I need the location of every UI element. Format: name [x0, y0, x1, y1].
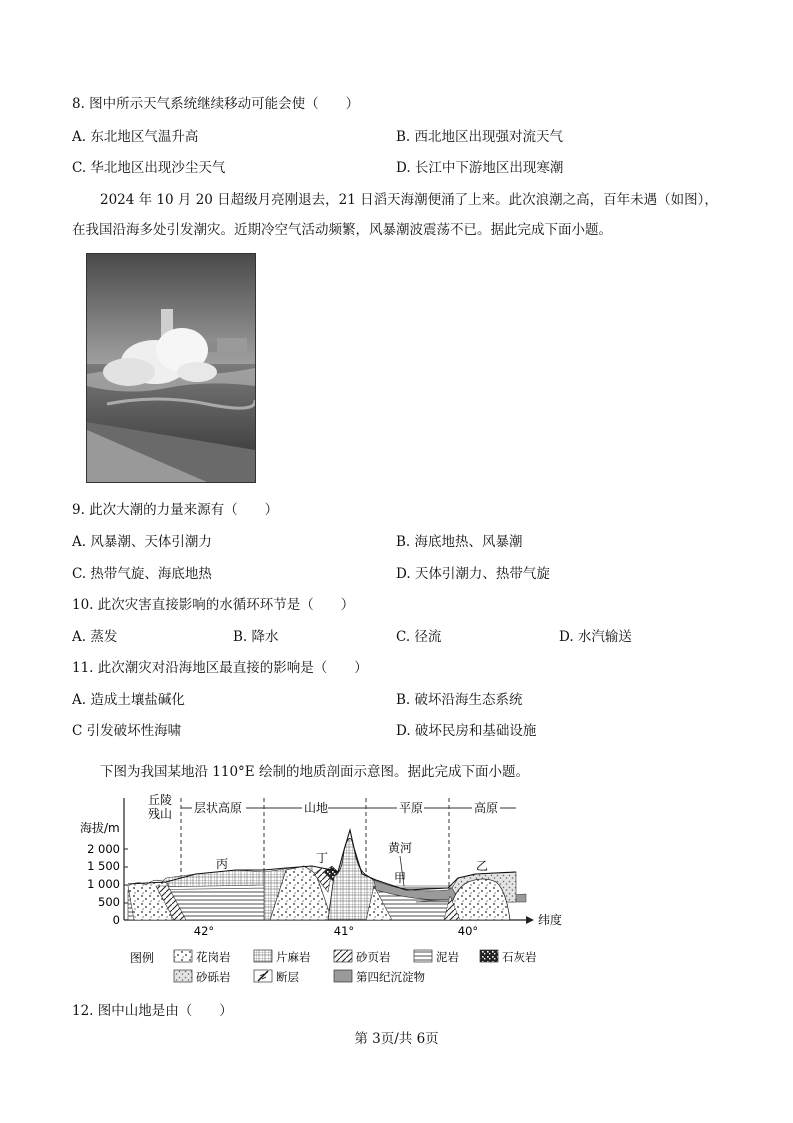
y-tick-2000: 2 000: [87, 842, 120, 856]
x-tick-41: 41°: [333, 924, 355, 938]
q11-option-a: A. 造成土壤盐碱化: [72, 692, 185, 708]
region-mountain: 山地: [304, 801, 329, 815]
storm-surge-photo: [86, 253, 256, 483]
q11-option-b: B. 破坏沿海生态系统: [396, 692, 523, 708]
legend-quaternary: 第四纪沉淀物: [356, 970, 425, 984]
q12-stem: 12. 图中山地是由（ ）: [72, 1003, 233, 1019]
passage1-line2: 在我国沿海多处引发潮灾。近期冷空气活动频繁，风暴潮波震荡不已。据此完成下面小题。: [72, 222, 612, 238]
label-ding: 丁: [316, 851, 329, 865]
q9-option-a: A. 风暴潮、天体引潮力: [72, 534, 212, 550]
y-tick-1000: 1 000: [87, 877, 120, 891]
y-tick-500: 500: [98, 895, 120, 909]
region-hills-top: 丘陵: [148, 793, 173, 807]
q8-stem: 8. 图中所示天气系统继续移动可能会使（ ）: [72, 96, 360, 112]
legend-mudstone: 泥岩: [436, 950, 459, 964]
legend-gneiss: 片麻岩: [276, 950, 311, 964]
q8-option-a: A. 东北地区气温升高: [72, 129, 199, 145]
legend-swatch-quaternary: [334, 970, 352, 982]
q10-option-a: A. 蒸发: [72, 629, 118, 645]
region-layered-plateau: 层状高原: [194, 801, 243, 815]
passage1-line1: 2024 年 10 月 20 日超级月亮刚退去，21 日滔天海潮便涌了上来。此次浪潮之高，百年未遇（如图），: [100, 192, 718, 208]
label-yi: 乙: [476, 859, 489, 873]
y-tick-0: 0: [112, 913, 120, 927]
q8-option-c: C. 华北地区出现沙尘天气: [72, 160, 226, 176]
q8-option-d: D. 长江中下游地区出现寒潮: [396, 160, 564, 176]
y-axis-label: 海拔/m: [80, 821, 120, 835]
legend-swatch-gneiss: [254, 950, 272, 962]
region-hills-bottom: 残山: [148, 807, 173, 821]
q10-option-c: C. 径流: [396, 629, 442, 645]
legend-swatch-sandshale: [334, 950, 352, 962]
x-tick-42: 42°: [193, 924, 215, 938]
legend-swatch-mudstone: [414, 950, 432, 962]
region-plain: 平原: [399, 801, 424, 815]
q9-option-d: D. 天体引潮力、热带气旋: [396, 566, 550, 582]
region-plateau: 高原: [474, 801, 499, 815]
legend-title: 图例: [130, 951, 155, 965]
legend-fault: 断层: [276, 970, 299, 984]
y-tick-1500: 1 500: [87, 859, 120, 873]
label-yellow-river: 黄河: [388, 841, 413, 855]
legend-swatch-conglomerate: [174, 970, 192, 982]
legend-limestone: 石灰岩: [502, 950, 537, 964]
label-jia: 甲: [394, 871, 407, 885]
legend-swatch-granite: [174, 950, 192, 962]
q8-option-b: B. 西北地区出现强对流天气: [396, 129, 564, 145]
q9-option-b: B. 海底地热、风暴潮: [396, 534, 523, 550]
q10-option-b: B. 降水: [233, 629, 279, 645]
q9-option-c: C. 热带气旋、海底地热: [72, 566, 212, 582]
q11-option-d: D. 破坏民房和基础设施: [396, 723, 537, 739]
legend-swatch-limestone: [480, 950, 498, 962]
legend-sandshale: 砂页岩: [356, 950, 391, 964]
x-tick-40: 40°: [457, 924, 479, 938]
x-axis-label: 纬度: [538, 913, 563, 927]
q11-stem: 11. 此次潮灾对沿海地区最直接的影响是（ ）: [72, 660, 368, 676]
page-footer: 第 3页/共 6页: [354, 1031, 439, 1047]
passage2: 下图为我国某地沿 110°E 绘制的地质剖面示意图。据此完成下面小题。: [100, 764, 529, 780]
q10-stem: 10. 此次灾害直接影响的水循环环节是（ ）: [72, 597, 355, 613]
legend-conglomerate: 砂砾岩: [196, 970, 231, 984]
geologic-profile-diagram: [76, 790, 566, 988]
q9-stem: 9. 此次大潮的力量来源有（ ）: [72, 502, 279, 518]
q10-option-d: D. 水汽输送: [559, 629, 632, 645]
legend-granite: 花岗岩: [196, 950, 231, 964]
label-bing: 丙: [216, 857, 229, 871]
q11-option-c: C 引发破坏性海啸: [72, 723, 182, 739]
